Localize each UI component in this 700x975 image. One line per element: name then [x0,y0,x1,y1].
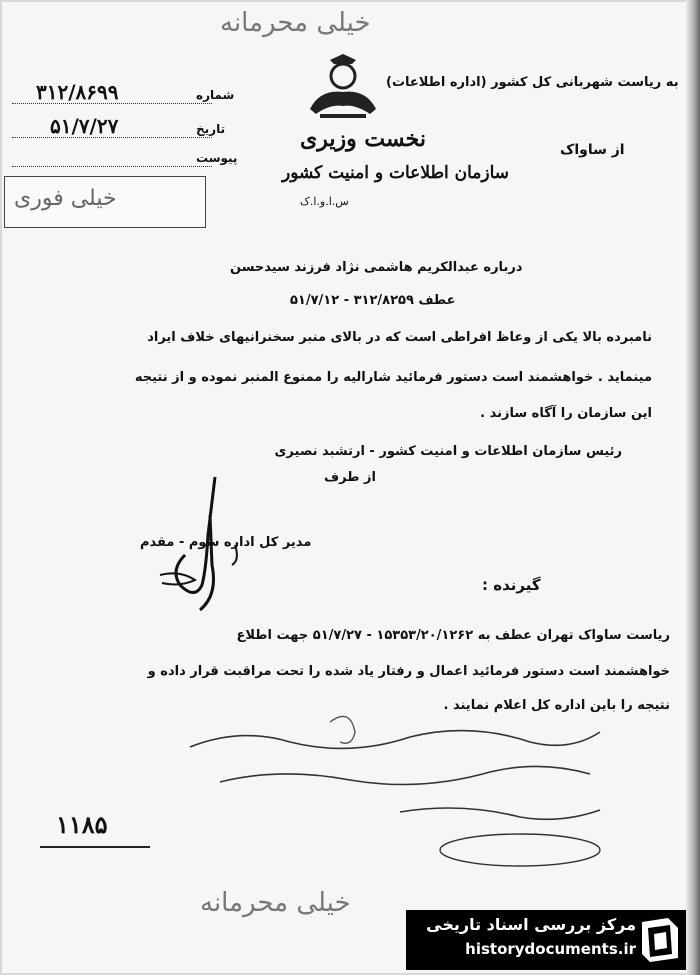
on-behalf-label: از طرف [324,470,376,485]
date-value: ۵۱/۷/۲۷ [50,114,119,138]
recipient-label: گیرنده : [482,576,541,594]
classification-stamp-top: خیلی محرمانه [220,8,371,38]
body-line-1: نامبرده بالا یکی از وعاظ افراطی است که در بالای منبر سخنرانیهای خلاف ایراد [147,330,652,345]
subject-line: درباره عبدالکریم هاشمی نژاد فرزند سیدحسن [230,260,523,275]
watermark-title: مرکز بررسی اسناد تاریخی [426,915,636,934]
attachment-underline [12,166,212,167]
organization-title: سازمان اطلاعات و امنیت کشور [282,163,510,183]
attachment-label: پیوست [196,151,238,165]
margin-number: ۱۱۸۵ [56,810,108,839]
number-underline [12,103,212,104]
reference-line: عطف ۳۱۲/۸۲۵۹ - ۵۱/۷/۱۲ [290,293,456,308]
body-line-2: مینماید . خواهشمند است دستور فرمائید شارالیه را ممنوع المنبر نموده و از نتیجه [134,370,652,385]
director-signature-icon [140,475,260,615]
margin-number-underline [40,846,150,848]
archive-logo-icon [638,914,682,966]
classification-stamp-bottom: خیلی محرمانه [200,888,351,918]
addressee-line: به ریاست شهربانی کل کشور (اداره اطلاعات) [386,75,679,90]
recipient-line-3: نتیجه را باین اداره کل اعلام نمایند . [443,698,670,713]
watermark-url: historydocuments.ir [465,940,636,958]
organization-code: س.ا.و.ا.ک [300,195,349,208]
ministry-title: نخست وزیری [300,126,426,152]
page-edge-shadow [686,0,700,975]
sender-line: از ساواک [560,142,625,158]
lion-and-sun-emblem-icon [300,54,386,124]
signatory-title: رئیس سازمان اطلاعات و امنیت کشور - ارتشبد نصیری [274,444,622,459]
urgency-text: خیلی فوری [14,186,117,211]
date-label: تاریخ [196,122,226,136]
body-line-3: این سازمان را آگاه سازند . [480,406,652,421]
number-value: ۳۱۲/۸۶۹۹ [36,80,119,104]
recipient-line-2: خواهشمند است دستور فرمائید اعمال و رفتار یاد شده را تحت مراقبت قرار داده و [147,664,670,679]
handwritten-annotations-icon [180,712,630,872]
recipient-line-1: ریاست ساواک تهران عطف به ۱۵۳۵۳/۲۰/۱۲۶۲ - ۵۱/۷/۲۷ جهت اطلاع [236,628,670,643]
date-underline [12,137,212,138]
director-title: مدیر کل اداره سوم - مقدم [140,535,312,550]
number-label: شماره [196,88,235,102]
